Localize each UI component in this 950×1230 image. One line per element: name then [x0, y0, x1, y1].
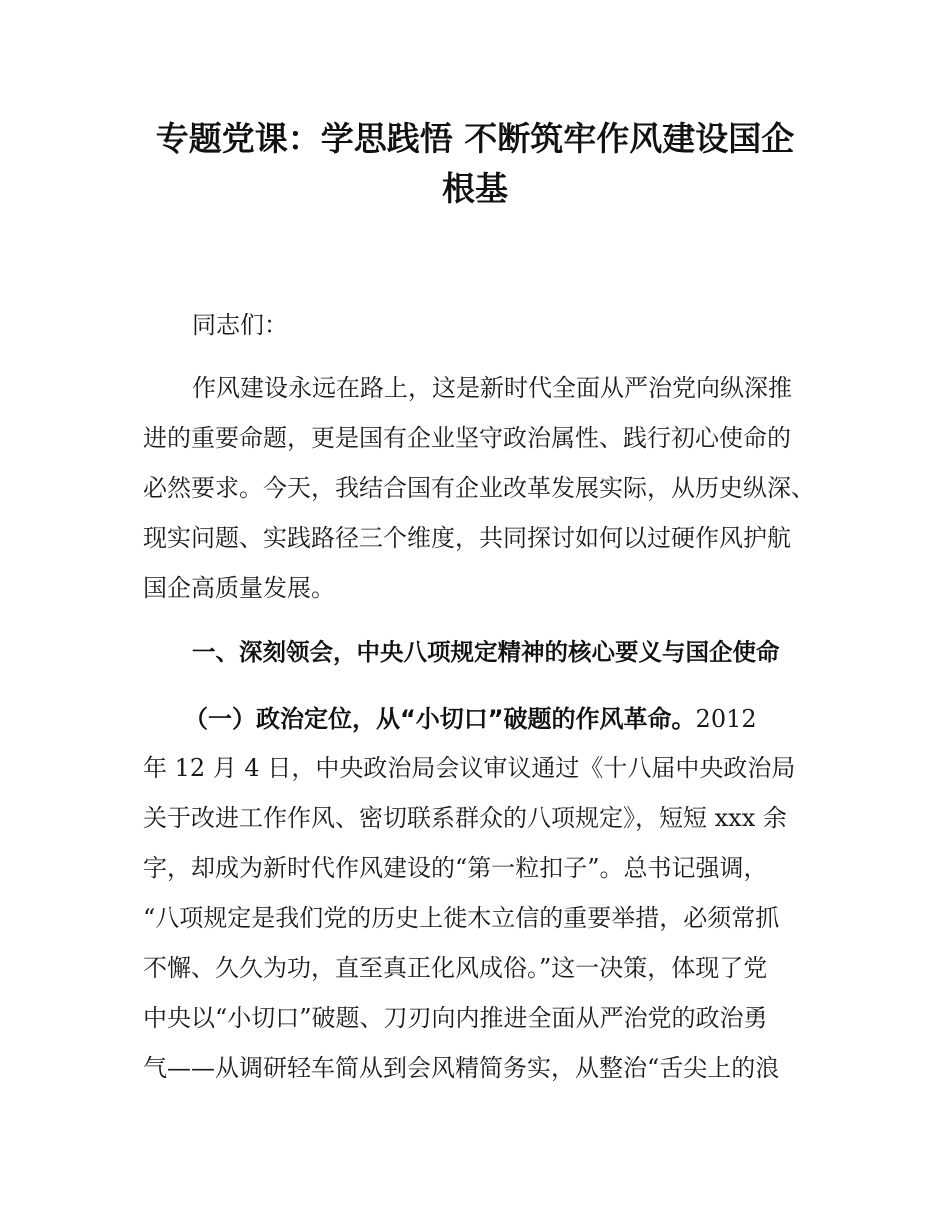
- subsection-first-line-text: 2012: [695, 705, 757, 733]
- intro-line: 作风建设永远在路上，这是新时代全面从严治党向纵深推: [192, 374, 792, 402]
- body-line: 气——从调研轻车简从到会风精简务实，从整治“舌尖上的浪: [143, 1054, 780, 1082]
- body-line: 中央以“小切口”破题、刀刃向内推进全面从严治党的政治勇: [143, 1004, 768, 1032]
- intro-line: 现实问题、实践路径三个维度，共同探讨如何以过硬作风护航: [143, 524, 791, 552]
- document-title-line-2: 根基: [442, 169, 508, 208]
- body-line: “八项规定是我们党的历史上徙木立信的重要举措，必须常抓: [143, 904, 780, 932]
- salutation: 同志们：: [192, 311, 288, 339]
- body-line: 字，却成为新时代作风建设的“第一粒扣子”。总书记强调，: [143, 854, 768, 882]
- intro-line: 必然要求。今天，我结合国有企业改革发展实际，从历史纵深、: [143, 474, 815, 502]
- body-line: 关于改进工作作风、密切联系群众的八项规定》，短短 xxx 余: [143, 804, 787, 832]
- subsection-first-line: [184, 703, 757, 735]
- body-line: 不懈、久久为功，直至真正化风成俗。”这一决策，体现了党: [143, 954, 768, 982]
- section-heading-1: 一、深刻领会，中央八项规定精神的核心要义与国企使命: [192, 638, 780, 666]
- body-line: 年 12 月 4 日，中央政治局会议审议通过《十八届中央政治局: [143, 754, 796, 782]
- document-title-line-1: 专题党课：学思践悟 不断筑牢作风建设国企: [155, 119, 795, 158]
- intro-line: 进的重要命题，更是国有企业坚守政治属性、践行初心使命的: [143, 424, 791, 452]
- intro-line: 国企高质量发展。: [143, 574, 335, 602]
- subsection-heading-1: （一）政治定位，从“小切口”破题的作风革命。: [184, 705, 696, 733]
